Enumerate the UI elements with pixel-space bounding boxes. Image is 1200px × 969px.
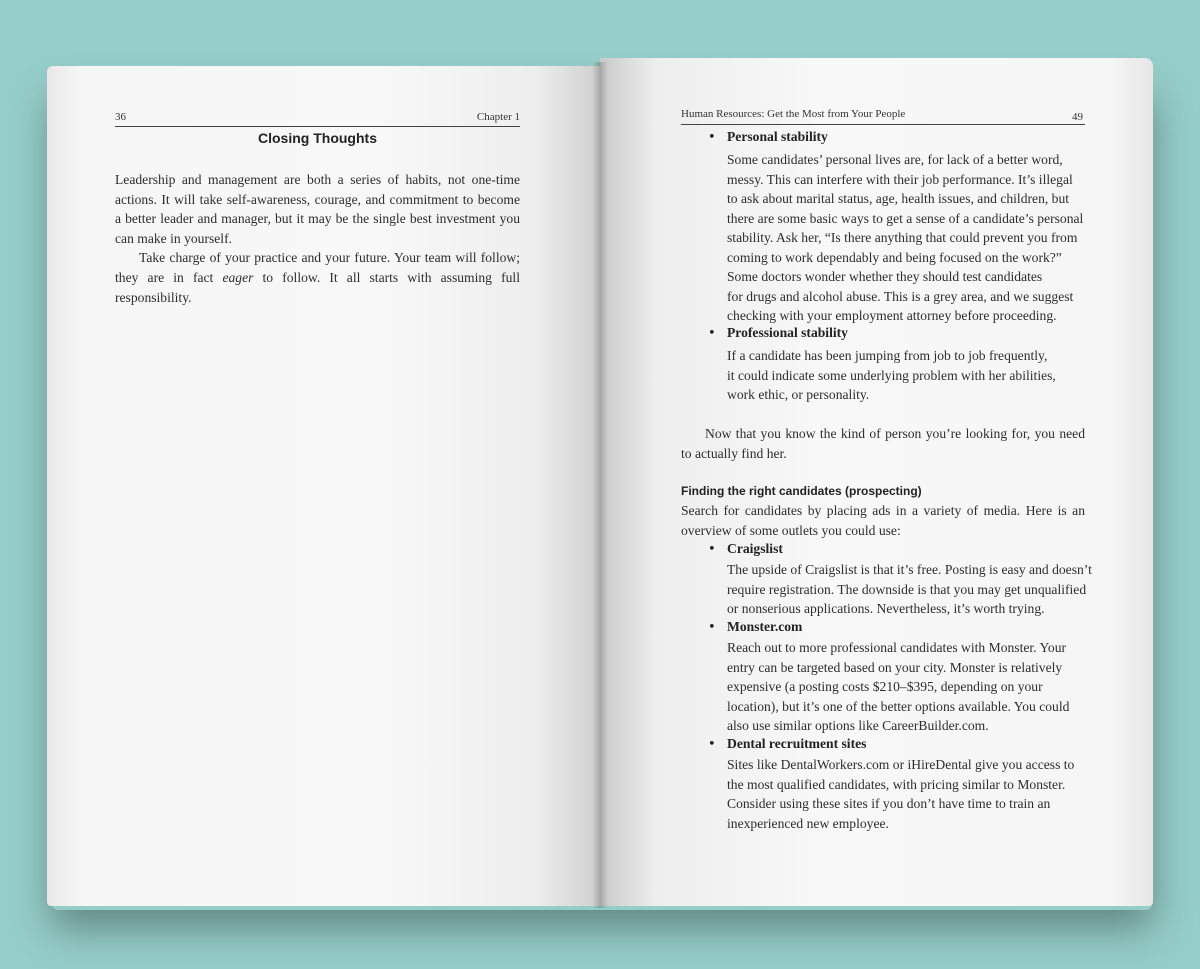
left-page-number: 36: [115, 111, 126, 123]
book-spine-shadow: [592, 62, 608, 908]
left-paragraph-2: [115, 248, 520, 307]
bullet-dot: •: [708, 620, 716, 635]
text-line: The upside of Craigslist is that it’s free. Posting is easy and doesn’t: [727, 562, 1092, 577]
text-line: for drugs and alcohol abuse. This is a grey area, and we suggest: [727, 288, 1074, 304]
text-line: checking with your employment attorney before proceeding.: [727, 308, 1057, 323]
text-line: messy. This can interfere with their job performance. It’s illegal: [727, 171, 1073, 187]
bullet-title-monster: Monster.com: [727, 619, 803, 634]
text-line: the most qualified candidates, with pricing similar to Monster.: [727, 776, 1066, 792]
text-line: Some candidates’ personal lives are, for lack of a better word,: [727, 152, 1063, 167]
left-paragraph-1: Leadership and management are both a series of habits, not one-time actions. It will take self-awareness, courage, and commitment to become a better leader and manager, but it may be the single best investment you can make in yourself.: [115, 172, 520, 246]
text-line: location), but it’s one of the better options available. You could: [727, 698, 1070, 714]
right-page: [600, 58, 1153, 906]
bullet-body-personal-stability: [727, 150, 1083, 326]
left-running-head: Chapter 1: [476, 111, 520, 123]
left-page: [47, 66, 600, 906]
left-body-text: [115, 170, 520, 307]
text-line: Sites like DentalWorkers.com or iHireDental give you access to: [727, 757, 1075, 772]
left-paragraph-2-part1: Take charge of your practice and your future. Your team will follow; they are in fact: [115, 250, 520, 285]
text-line: to ask about marital status, age, health issues, and children, but: [727, 191, 1070, 206]
bullet-dot: •: [708, 737, 716, 752]
text-line: Reach out to more professional candidates with Monster. Your: [727, 640, 1067, 655]
left-header-rule: [115, 126, 520, 127]
right-page-number: 49: [1072, 111, 1083, 123]
prospecting-intro: Search for candidates by placing ads in a variety of media. Here is an overview of some outlets you could use:: [681, 503, 1085, 538]
prospecting-subheading: Finding the right candidates (prospecting): [681, 484, 922, 498]
left-paragraph-2-part2: to follow. It all starts with assuming full responsibility.: [115, 269, 520, 305]
bullet-title-professional-stability: Professional stability: [727, 325, 848, 340]
text-line: inexperienced new employee.: [727, 815, 889, 831]
bullet-body-dental-recruitment-sites: [727, 755, 1074, 833]
bullet-dot: •: [708, 130, 716, 145]
text-line: If a candidate has been jumping from job to job frequently,: [727, 348, 1048, 363]
bullet-title-dental-recruitment-sites: Dental recruitment sites: [727, 736, 867, 751]
text-line: stability. Ask her, “Is there anything that could prevent you from: [727, 230, 1078, 245]
text-line: also use similar options like CareerBuilder.com.: [727, 718, 989, 733]
text-line: Consider using these sites if you don’t have time to train an: [727, 796, 1051, 811]
text-line: there are some basic ways to get a sense of a candidate’s personal: [727, 210, 1084, 226]
text-line: or nonserious applications. Nevertheless, it’s worth trying.: [727, 601, 1045, 616]
text-line: coming to work dependably and being focused on the work?”: [727, 249, 1062, 265]
bullet-title-personal-stability: Personal stability: [727, 129, 828, 144]
emphasis-eager: eager: [222, 269, 254, 285]
bullet-dot: •: [708, 326, 716, 341]
bullet-body-professional-stability: [727, 346, 1056, 405]
right-running-head: Human Resources: Get the Most from Your People: [681, 108, 906, 120]
bullet-dot: •: [708, 542, 716, 557]
section-heading: Closing Thoughts: [258, 130, 377, 146]
bullet-body-monster: [727, 638, 1069, 736]
right-header-rule: [681, 124, 1085, 125]
text-line: it could indicate some underlying problem with her abilities,: [727, 367, 1056, 383]
text-line: require registration. The downside is that you may get unqualified: [727, 581, 1087, 597]
bullet-title-craigslist: Craigslist: [727, 541, 783, 556]
bullet-body-craigslist: [727, 560, 1092, 619]
text-line: Some doctors wonder whether they should test candidates: [727, 269, 1043, 284]
text-line: expensive (a posting costs $210–$395, depending on your: [727, 679, 1043, 694]
text-line: work ethic, or personality.: [727, 387, 870, 402]
transition-paragraph: Now that you know the kind of person you’re looking for, you need to actually find her.: [681, 426, 1085, 461]
text-line: entry can be targeted based on your city. Monster is relatively: [727, 659, 1063, 675]
